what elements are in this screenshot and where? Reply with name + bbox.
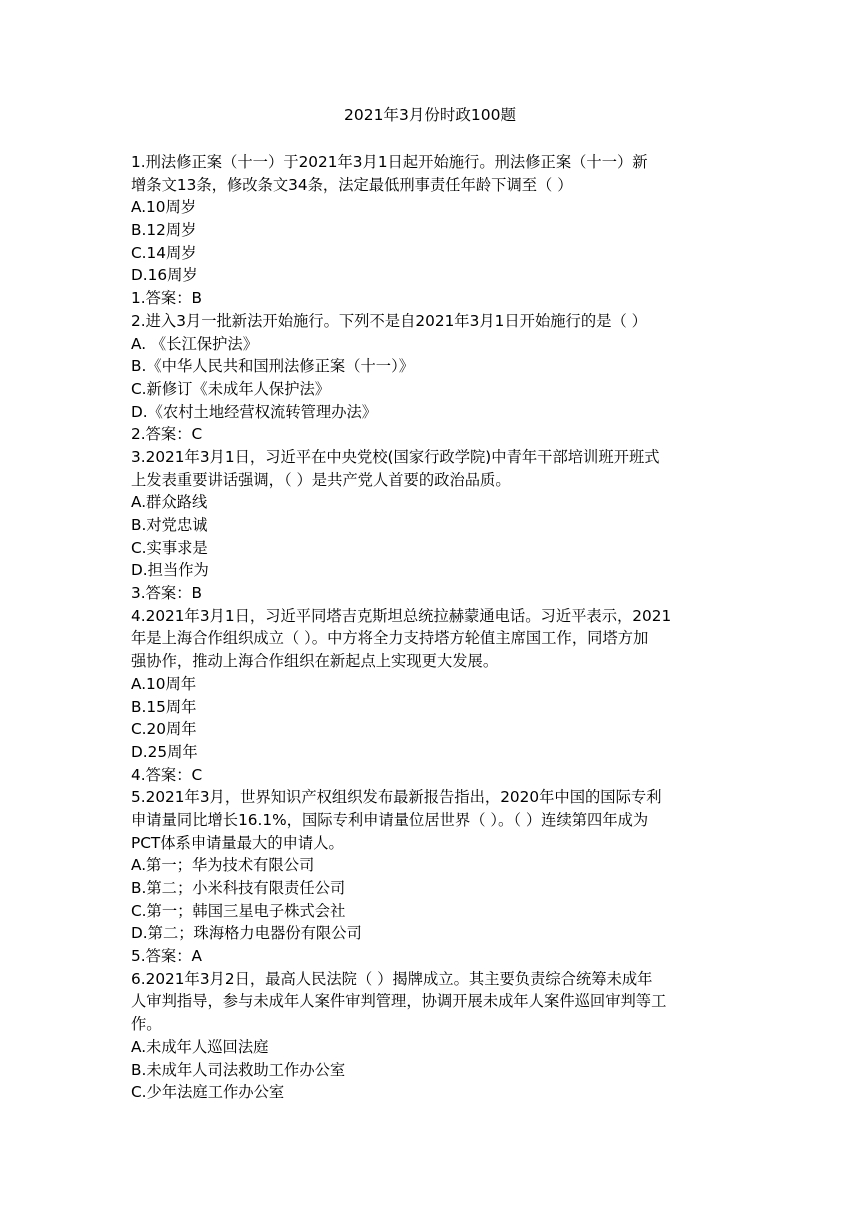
q5-option-b: B.第二；小米科技有限责任公司	[131, 879, 346, 897]
q3-option-d: D.担当作为	[131, 561, 209, 580]
q2-stem-line-1: 2.进入3月一批新法开始施行。下列不是自2021年3月1日开始施行的是（ ）	[131, 311, 647, 330]
q5-stem-line-1: 5.2021年3月，世界知识产权组织发布最新报告指出，2020年中国的国际专利	[131, 788, 662, 807]
q1-option-b: B.12周岁	[131, 221, 197, 240]
q3-option-c: C.实事求是	[131, 538, 208, 557]
q6-option-a: A.未成年人巡回法庭	[131, 1037, 269, 1056]
q2-option-a: A. 《长江保护法》	[131, 334, 258, 353]
q3-option-a: A.群众路线	[131, 493, 208, 512]
q4-option-d: D.25周年	[131, 742, 198, 761]
q6-stem-line-1: 6.2021年3月2日，最高人民法院（ ）揭牌成立。其主要负责综合统筹未成年	[131, 969, 653, 988]
q5-answer: 5.答案：A	[131, 947, 202, 966]
q5-stem-line-2: 申请量同比增长16.1%，国际专利申请量位居世界（ ）。（ ）连续第四年成为	[131, 810, 649, 829]
document-title: 2021年3月份时政100题	[344, 106, 516, 124]
q4-stem-line-3: 强协作，推动上海合作组织在新起点上实现更大发展。	[131, 652, 499, 671]
q5-option-a: A.第一；华为技术有限公司	[131, 856, 315, 875]
q4-stem-line-1: 4.2021年3月1日，习近平同塔吉克斯坦总统拉赫蒙通电话。习近平表示，2021	[131, 606, 672, 625]
q3-stem-line-1: 3.2021年3月1日，习近平在中央党校(国家行政学院)中青年干部培训班开班式	[131, 447, 660, 466]
q5-stem-line-3: PCT体系申请量最大的申请人。	[131, 833, 344, 852]
q2-option-d: D.《农村土地经营权流转管理办法》	[131, 402, 378, 421]
q3-option-b: B.对党忠诚	[131, 516, 208, 534]
q1-option-d: D.16周岁	[131, 266, 198, 285]
q4-answer: 4.答案：C	[131, 765, 203, 784]
document-body	[131, 151, 731, 1104]
q2-answer: 2.答案：C	[131, 425, 203, 444]
q4-option-a: A.10周年	[131, 674, 197, 693]
q2-option-b: B.《中华人民共和国刑法修正案（十一）》	[131, 357, 415, 376]
q3-answer: 3.答案：B	[131, 584, 202, 603]
q1-stem-line-2: 增条文13条，修改条文34条，法定最低刑事责任年龄下调至（ ）	[131, 175, 573, 194]
q1-option-a: A.10周岁	[131, 198, 197, 217]
q1-answer: 1.答案：B	[131, 289, 202, 308]
q1-option-c: C.14周岁	[131, 243, 197, 262]
q2-option-c: C.新修订《未成年人保护法》	[131, 379, 331, 398]
q5-option-c: C.第一；韩国三星电子株式会社	[131, 901, 346, 920]
q6-stem-line-2: 人审判指导，参与未成年人案件审判管理，协调开展未成年人案件巡回审判等工	[131, 992, 667, 1011]
q1-stem-line-1: 1.刑法修正案（十一）于2021年3月1日起开始施行。刑法修正案（十一）新	[131, 153, 648, 171]
q6-stem-line-3: 作。	[131, 1015, 162, 1034]
q4-option-b: B.15周年	[131, 697, 197, 716]
q4-stem-line-2: 年是上海合作组织成立（ ）。中方将全力支持塔方轮值主席国工作，同塔方加	[131, 629, 649, 648]
q6-option-b: B.未成年人司法救助工作办公室	[131, 1060, 346, 1079]
q5-option-d: D.第二；珠海格力电器份有限公司	[131, 924, 362, 943]
q3-stem-line-2: 上发表重要讲话强调，（ ）是共产党人首要的政治品质。	[131, 470, 511, 489]
q6-option-c: C.少年法庭工作办公室	[131, 1083, 285, 1102]
q4-option-c: C.20周年	[131, 720, 197, 739]
